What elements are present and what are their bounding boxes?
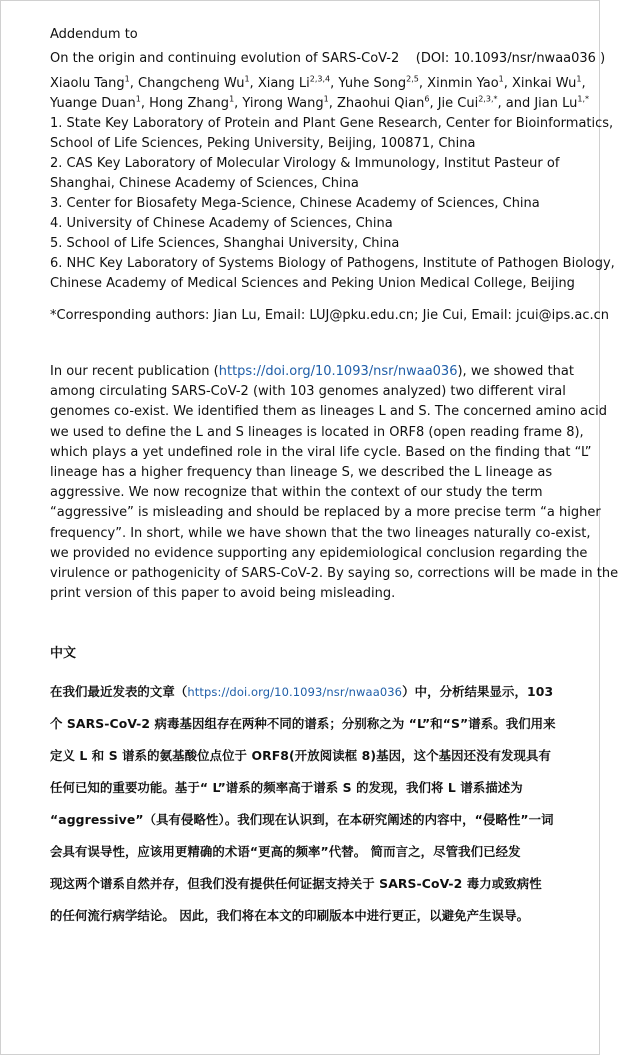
- author: Yuhe Song$^{2,5}$,: [338, 74, 428, 91]
- author: Jie Cui$^{2,3,*}$, and: [437, 94, 535, 111]
- paragraph-line: genomes co-exist. We identified them as lineages L and S. The concerned amino acid: [50, 404, 608, 420]
- paragraph-line: In our recent publication (https://doi.org/10.1093/nsr/nwaa036), we showed that: [50, 364, 574, 379]
- author: Zhaohui Qian$^6$,: [337, 94, 438, 111]
- affiliation-line: School of Life Sciences, Peking University, Beijing, 100871, China: [50, 136, 476, 151]
- chinese-heading: 中文: [50, 646, 77, 662]
- doi-link[interactable]: https://doi.org/10.1093/nsr/nwaa036: [218, 364, 458, 379]
- paragraph-line: virulence or pathogenicity of SARS-CoV-2. By saying so, corrections will be made in the: [50, 566, 618, 582]
- author: Hong Zhang$^1$,: [149, 94, 243, 111]
- doi-link-zh[interactable]: https://doi.org/10.1093/nsr/nwaa036: [187, 685, 403, 700]
- affiliation-line: 1. State Key Laboratory of Protein and Plant Gene Research, Center for Bioinformatics,: [50, 116, 614, 131]
- author: Jian $Lu^{1,*}$: [534, 94, 590, 111]
- english-paragraph: [50, 362, 618, 604]
- paragraph-line: frequency”. In short, while we have shown that the two lineages naturally co-exist,: [50, 525, 591, 541]
- affiliation-line: 3. Center for Biosafety Mega-Science, Chinese Academy of Sciences, China: [50, 196, 540, 211]
- author: Xiaolu Tang$^1$,: [50, 74, 139, 91]
- author: Yirong Wang$^1$,: [242, 94, 337, 111]
- chinese-paragraph: [50, 676, 570, 932]
- paragraph-line: lineage has a higher frequency than lineage S, we described the L lineage as: [50, 465, 553, 481]
- author: Changcheng Wu$^1$,: [138, 74, 258, 91]
- affiliation-line: 5. School of Life Sciences, Shanghai University, China: [50, 236, 400, 251]
- paragraph-line: we provided no evidence supporting any epidemiological conclusion regarding the: [50, 545, 588, 561]
- corresponding-authors: *Corresponding authors: Jian Lu, Email: LUJ@pku.edu.cn; Jie Cui, Email: jcui@ips.ac.cn: [50, 308, 609, 323]
- paper-doi-close: ): [600, 51, 606, 66]
- paragraph-line: among circulating SARS-CoV-2 (with 103 genomes analyzed) two different viral: [50, 384, 566, 400]
- paragraph-line: we used to define the L and S lineages is located in ORF8 (open reading frame 8),: [50, 424, 584, 440]
- paragraph-line: 定义 L 和 S 谱系的氨基酸位点位于 ORF8(开放阅读框 8)基因，这个基因还没有发现具有: [50, 748, 552, 764]
- author: Yuange Duan$^1$,: [50, 94, 150, 111]
- author-line-2: [50, 94, 590, 114]
- paragraph-line: 的任何流行病学结论。 因此，我们将在本文的印刷版本中进行更正，以避免产生误导。: [50, 908, 530, 924]
- paragraph-line: 现这两个谱系自然并存，但我们没有提供任何证据支持关于 SARS-CoV-2 毒力或致病性: [50, 876, 542, 892]
- paragraph-line: aggressive. We now recognize that within the context of our study the term: [50, 485, 543, 501]
- paragraph-line: 个 SARS-CoV-2 病毒基因组存在两种不同的谱系；分别称之为 “L”和“S”谱系。我们用来: [50, 716, 556, 732]
- paragraph-line: 在我们最近发表的文章（https://doi.org/10.1093/nsr/nwaa036）中，分析结果显示，103: [50, 684, 554, 700]
- paragraph-line: 会具有误导性，应该用更精确的术语“更高的频率”代替。 简而言之，尽管我们已经发: [50, 844, 521, 860]
- paragraph-line: which plays a yet undefined role in the viral life cycle. Based on the finding that “L”: [50, 444, 592, 460]
- paragraph-line: print version of this paper to avoid being misleading.: [50, 586, 396, 602]
- affiliation-line: Shanghai, Chinese Academy of Sciences, China: [50, 176, 359, 191]
- paragraph-line: “aggressive”（具有侵略性）。我们现在认识到，在本研究阐述的内容中，“侵略性”一词: [50, 812, 554, 828]
- author-line-1: [50, 74, 586, 94]
- affiliation-list: [50, 114, 615, 294]
- paper-title-line: [50, 49, 606, 69]
- affiliation-line: 4. University of Chinese Academy of Sciences, China: [50, 216, 393, 231]
- author-list: [50, 74, 590, 114]
- affiliation-line: 2. CAS Key Laboratory of Molecular Virology & Immunology, Institut Pasteur of: [50, 156, 560, 171]
- affiliation-line: 6. NHC Key Laboratory of Systems Biology of Pathogens, Institute of Pathogen Biology,: [50, 256, 615, 271]
- paragraph-line: 任何已知的重要功能。基于“ L”谱系的频率高于谱系 S 的发现，我们将 L 谱系描述为: [50, 780, 523, 796]
- addendum-label: Addendum to: [50, 27, 138, 42]
- affiliation-line: Chinese Academy of Medical Sciences and Peking Union Medical College, Beijing: [50, 276, 575, 291]
- paper-doi: (DOI: 10.1093/nsr/nwaa036: [415, 51, 596, 66]
- paragraph-line: “aggressive” is misleading and should be replaced by a more precise term “a higher: [50, 505, 601, 521]
- author: Xinmin Yao$^1$,: [427, 74, 513, 91]
- author: Xiang Li$^{2,3,4}$,: [257, 74, 339, 91]
- document-page: [50, 25, 618, 932]
- paper-title: On the origin and continuing evolution of SARS-CoV-2: [50, 51, 400, 66]
- author: Xinkai Wu$^1$,: [512, 74, 586, 91]
